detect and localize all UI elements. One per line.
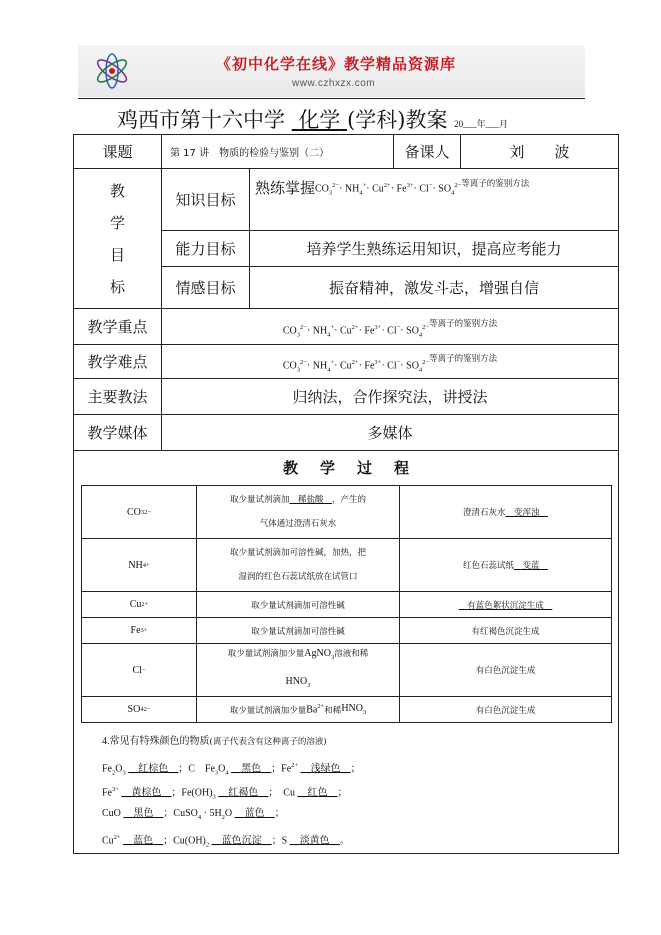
process-title: 教学过程 (282, 458, 431, 477)
colors-line: CuO __黑色__；CuSO$_4$ · $5H_2O$ __蓝色__； (102, 808, 285, 821)
colors-line: $Fe^{3+}$ __黄棕色__；$Fe(OH)_3$ __红褐色__； Cu __红色__； (102, 786, 348, 801)
difficulties-value: $CO_3^{2-}\cdot NH_4^+\cdot Cu^{2+}\cdot Fe^{3+}\cdot Cl^-\cdot SO_4^{2-}$ 等离子的鉴别方法 (282, 353, 498, 374)
process-result: 有白色沉淀生成 (475, 705, 536, 716)
media-label: 教学媒体 (87, 424, 148, 442)
key-points-label: 教学重点 (87, 318, 148, 336)
difficulties-label: 教学难点 (87, 353, 148, 371)
process-ion: SO 4 2− (127, 704, 151, 715)
section-char: 教 (109, 182, 125, 201)
topic-value: 第 17 讲 物质的检验与鉴别（二） (170, 148, 330, 159)
special-colors-section (102, 730, 602, 850)
process-method: 取少量试剂滴加可溶性碱，加热，把 湿润的红色石蕊试纸放在试管口 (229, 548, 366, 582)
banner-title: 《初中化学在线》教学精品资源库 (216, 55, 457, 73)
subject-name: 化学 (298, 108, 341, 132)
process-method: 取少量试剂滴加__稀盐酸__，产生的 气体通过澄清石灰水 (229, 495, 367, 529)
ability-label: 能力目标 (175, 240, 236, 258)
colors-heading: 4.常见有特殊颜色的物质(离子代表含有这种离子的溶液) (102, 736, 327, 747)
ability-value: 培养学生熟练运用知识，提高应考能力 (306, 240, 562, 258)
methods-value: 归纳法，合作探究法，讲授法 (292, 388, 488, 406)
section-char: 学 (109, 214, 125, 233)
process-result: 红色石蕊试纸 __变蓝__ (462, 561, 549, 571)
header-banner (78, 45, 585, 97)
process-ion: CO 3 2− (126, 506, 152, 518)
process-ion: NH 4 + (128, 559, 150, 571)
objectives-section-label (74, 169, 161, 308)
methods-label: 主要教法 (87, 388, 148, 406)
colors-line: $Cu^{2+}$ __蓝色__；$Cu(OH)_2$ __蓝色沉淀__；S __淡黄色__。 (102, 834, 350, 849)
knowledge-label: 知识目标 (175, 191, 236, 209)
date-text: 20___年___月 (454, 119, 509, 129)
process-ion: Fe 3+ (130, 625, 148, 636)
section-char: 标 (109, 277, 125, 296)
process-result: 有红褐色沉淀生成 (471, 626, 540, 637)
school-name: 鸡西市第十六中学 (117, 108, 285, 132)
preparer-label: 备课人 (404, 143, 450, 161)
emotion-label: 情感目标 (175, 279, 236, 297)
topic-label: 课题 (102, 143, 133, 161)
process-method: 取少量试剂滴加少量AgNO$_3$溶液和稀 $HNO_3$ (227, 648, 369, 689)
process-result: __有蓝色絮状沉淀生成__ (458, 600, 553, 611)
media-value: 多媒体 (367, 424, 413, 442)
process-method: 取少量试剂滴加少量 $Ba^{2+}$ 和稀 $HNO_3$ (229, 703, 367, 716)
colors-line: $Fe_2O_3$ __红棕色__；C $Fe_3O_4$ __黑色__；$Fe^{2+}$ __浅绿色__； (102, 762, 361, 777)
section-char: 目 (109, 245, 125, 264)
process-ion: Cu 2+ (129, 599, 149, 610)
page-title (117, 104, 508, 134)
process-method: 取少量试剂滴加可溶性碱 (251, 626, 345, 637)
emotion-value: 振奋精神，激发斗志，增强自信 (328, 279, 539, 297)
atom-logo-icon (92, 51, 132, 91)
header-divider (78, 98, 585, 99)
process-ion: Cl − (132, 664, 146, 676)
banner-url: www.czhxzx.com (292, 78, 376, 89)
knowledge-value: 熟练掌握 $CO_3^{2-}\cdot NH_4^+\cdot Cu^{2+}\cdot Fe^{3+}\cdot Cl^-\cdot SO_4^{2-}$ 等离子的鉴别方法 (255, 179, 530, 197)
preparer-value: 刘 波 (509, 143, 570, 161)
process-result: 有白色沉淀生成 (475, 666, 536, 676)
key-points-value: $CO_3^{2-}\cdot NH_4^+\cdot Cu^{2+}\cdot Fe^{3+}\cdot Cl^-\cdot SO_4^{2-}$ 等离子的鉴别方法 (282, 318, 498, 339)
process-result: 澄清石灰水 __变浑浊__ (462, 508, 549, 518)
process-method: 取少量试剂滴加可溶性碱 (251, 600, 345, 611)
subject-suffix: (学科)教案 (347, 108, 448, 132)
